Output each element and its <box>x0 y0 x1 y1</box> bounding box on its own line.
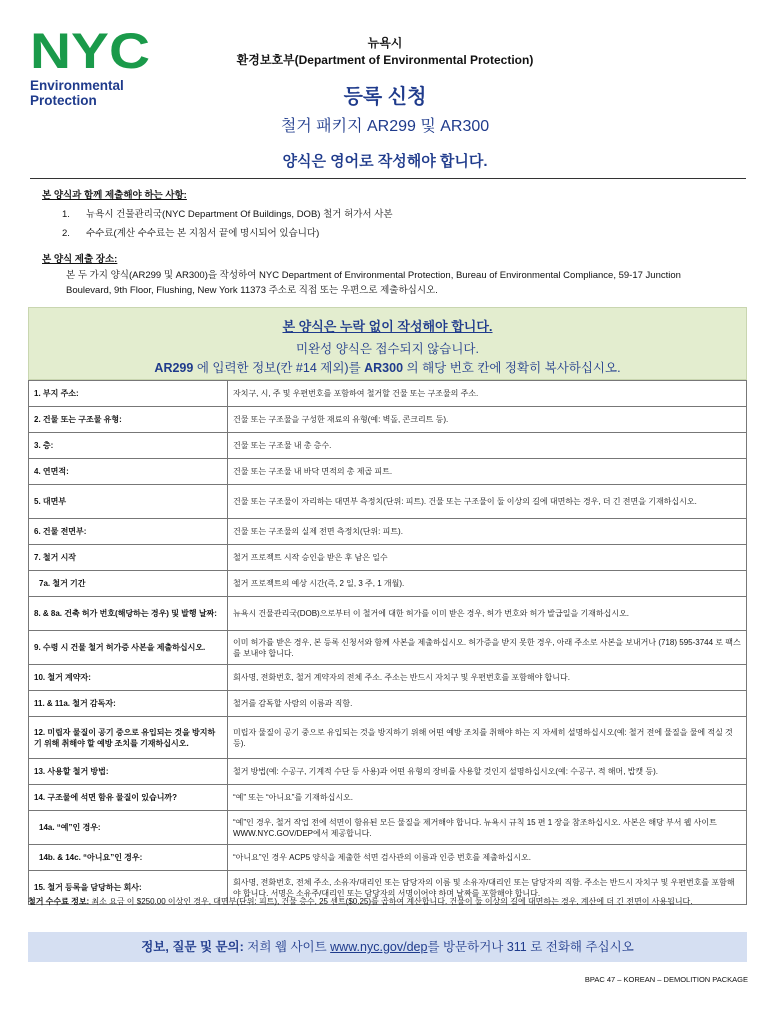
contact-info-bar <box>28 932 747 962</box>
row-description: 회사명, 전화번호, 철거 계약자의 전체 주소. 주소는 반드시 자치구 및 우편번호를 포함해야 합니다. <box>228 665 747 691</box>
row-description: 철거를 감독할 사람의 이름과 직함. <box>228 691 747 717</box>
row-label: 12. 미립자 물질이 공기 중으로 유입되는 것을 방지하기 위해 취해야 할 예방 조치를 기재하십시오. <box>29 717 228 759</box>
table-row <box>29 407 747 433</box>
notice-line-3-text-b: 의 해당 번호 칸에 정확히 복사하십시오. <box>403 361 621 375</box>
row-description: 미립자 물질이 공기 중으로 유입되는 것을 방지하기 위해 어떤 예방 조치를 취해야 하는 지 자세히 설명하십시오(예: 철거 전에 물질을 물에 적실 것 등). <box>228 717 747 759</box>
table-row <box>29 381 747 407</box>
nyc-logo-mark <box>30 28 152 72</box>
submit-where-heading: 본 양식 제출 장소: <box>42 254 118 265</box>
notice-line-3 <box>29 358 746 376</box>
table-row <box>29 691 747 717</box>
row-description: 철거 프로젝트의 예상 시간(즉, 2 일, 3 주, 1 개월). <box>228 571 747 597</box>
notice-line-2: 미완성 양식은 접수되지 않습니다. <box>296 342 479 356</box>
completion-notice-box <box>28 307 747 380</box>
row-description: 이미 허가를 받은 경우, 본 등록 신청서와 함께 사본을 제출하십시오. 허가증을 받지 못한 경우, 아래 주소로 사본을 보내거나 (718) 595-3744 로 팩스를 보내야 합니다. <box>228 631 747 665</box>
page-title: 등록 신청 <box>343 86 427 108</box>
row-label: 7a. 철거 기간 <box>29 571 228 597</box>
item-number: 1. <box>62 209 70 220</box>
row-description: 건물 또는 구조물의 실제 전면 측정치(단위: 피트). <box>228 519 747 545</box>
row-label: 14a. “예”인 경우: <box>29 811 228 845</box>
header-divider <box>30 178 746 179</box>
table-row <box>29 631 747 665</box>
english-notice: 양식은 영어로 작성해야 합니다. <box>282 153 488 170</box>
table-row <box>29 811 747 845</box>
contact-text-a: 저희 웹 사이트 <box>243 940 331 954</box>
table-row <box>29 485 747 519</box>
row-label: 2. 건물 또는 구조물 유형: <box>29 407 228 433</box>
row-description: 건물 또는 구조물이 자리하는 대면부 측정치(단위: 피트). 건물 또는 구조물이 둘 이상의 길에 대면하는 경우, 더 긴 전면을 기재하십시오. <box>228 485 747 519</box>
row-label: 6. 건물 전면부: <box>29 519 228 545</box>
form-ar300: AR300 <box>364 361 404 375</box>
fee-label: 철거 수수료 정보: <box>28 897 90 906</box>
row-label: 9. 수령 시 건물 철거 허가증 사본을 제출하십시오. <box>29 631 228 665</box>
table-row <box>29 665 747 691</box>
nyc-logo-letters: NYC <box>30 28 150 72</box>
row-description: 자치구, 시, 주 및 우편번호를 포함하여 철거할 건물 또는 구조물의 주소. <box>228 381 747 407</box>
row-description: 철거 프로젝트 시작 승인을 받은 후 남은 일수 <box>228 545 747 571</box>
logo-line-1: Environmental <box>30 78 124 93</box>
row-description: 건물 또는 구조물을 구성한 재료의 유형(예: 벽돌, 콘크리트 등). <box>228 407 747 433</box>
table-row <box>29 785 747 811</box>
submit-with-item-1 <box>62 206 393 220</box>
row-description: 회사명, 전화번호, 전체 주소, 소유자/대리인 또는 담당자의 이름 및 소유자/대리인 또는 담당자의 직함. 주소는 반드시 자치구 및 우편번호를 포함해야 합니다. 서명은 소유주/대리인 또는 담당자의 서명이어야 하며 날짜를 포함해야 합니다. <box>228 871 747 905</box>
form-ar299: AR299 <box>154 361 194 375</box>
row-label: 3. 층: <box>29 433 228 459</box>
contact-label: 정보, 질문 및 문의: <box>141 940 244 954</box>
table-row <box>29 597 747 631</box>
row-label: 11. & 11a. 철거 감독자: <box>29 691 228 717</box>
submit-with-heading: 본 양식과 함께 제출해야 하는 사항: <box>42 190 187 201</box>
row-description: 건물 또는 구조물 내 바닥 면적의 총 제곱 피트. <box>228 459 747 485</box>
table-row <box>29 759 747 785</box>
dep-website-link[interactable]: www.nyc.gov/dep <box>330 940 428 954</box>
fee-info <box>28 896 747 908</box>
row-label: 1. 부지 주소: <box>29 381 228 407</box>
row-label: 13. 사용할 철거 방법: <box>29 759 228 785</box>
notice-line-1: 본 양식은 누락 없이 작성해야 합니다. <box>282 319 493 334</box>
item-text: 수수료(계산 수수료는 본 지침서 끝에 명시되어 있습니다) <box>86 228 320 239</box>
row-description: 뉴욕시 건물관리국(DOB)으로부터 이 철거에 대한 허가를 이미 받은 경우, 허가 번호와 허가 발급일을 기재하십시오. <box>228 597 747 631</box>
row-label: 8. & 8a. 건축 허가 번호(해당하는 경우) 및 발행 날짜: <box>29 597 228 631</box>
logo-line-2: Protection <box>30 93 97 108</box>
table-row <box>29 845 747 871</box>
submit-where-text: 본 두 가지 양식(AR299 및 AR300)을 작성하여 NYC Department of Environmental Protection, Bureau of Environmental Compliance, 59-17 Junction Boulevard, 9th Floor, Flushing, New York 11373 주소로 직접 또는 우편으로 제출하십시오. <box>66 270 681 296</box>
contact-text-b: 를 방문하거나 311 로 전화해 주십시오 <box>427 940 634 954</box>
row-label: 4. 연면적: <box>29 459 228 485</box>
table-row <box>29 545 747 571</box>
agency-city: 뉴욕시 <box>367 36 403 50</box>
item-number: 2. <box>62 228 70 239</box>
row-label: 14b. & 14c. “아니요”인 경우: <box>29 845 228 871</box>
notice-line-3-text-a: 에 입력한 정보(칸 #14 제외)를 <box>193 361 365 375</box>
row-description: “예”인 경우, 철거 작업 전에 석면이 함유된 모든 물질을 제거해야 합니다. 뉴욕시 규칙 15 편 1 장을 참조하십시오. 사본은 해당 부서 웹 사이트 WWW.NYC.GOV/DEP에서 제공합니다. <box>228 811 747 845</box>
row-label: 10. 철거 계약자: <box>29 665 228 691</box>
row-label: 5. 대면부 <box>29 485 228 519</box>
table-row <box>29 433 747 459</box>
row-label: 15. 철거 등록을 담당하는 회사: <box>29 871 228 905</box>
row-label: 14. 구조물에 석면 함유 물질이 있습니까? <box>29 785 228 811</box>
document-code: BPAC 47 – KOREAN – DEMOLITION PACKAGE <box>584 975 748 984</box>
row-label: 7. 철거 시작 <box>29 545 228 571</box>
page-subtitle: 철거 패키지 AR299 및 AR300 <box>280 118 490 135</box>
submit-with-item-2 <box>62 225 319 239</box>
row-description: “예” 또는 “아니요”를 기재하십시오. <box>228 785 747 811</box>
table-row <box>29 519 747 545</box>
instructions-table <box>28 380 747 905</box>
table-row <box>29 717 747 759</box>
fee-text: 최소 요금 이 $250.00 이상인 경우, 대면부(단위: 피트), 건물 층수, 25 센트($0.25)를 곱하여 계산합니다. 건물이 둘 이상의 길에 대면하는 경우, 계산에 더 긴 전면이 사용됩니다. <box>89 897 693 906</box>
row-description: “아니요”인 경우 ACP5 양식을 제출한 석면 검사관의 이름과 인증 번호를 제출하십시오. <box>228 845 747 871</box>
row-description: 건물 또는 구조물 내 총 층수. <box>228 433 747 459</box>
table-row <box>29 459 747 485</box>
table-row <box>29 571 747 597</box>
row-description: 철거 방법(예: 수공구, 기계적 수단 등 사용)과 어떤 유형의 장비를 사용할 것인지 설명하십시오(예: 수공구, 적 해머, 밥캣 등). <box>228 759 747 785</box>
agency-name: 환경보호부(Department of Environmental Protection) <box>236 53 534 67</box>
item-text: 뉴욕시 건물관리국(NYC Department Of Buildings, DOB) 철거 허가서 사본 <box>86 209 393 220</box>
